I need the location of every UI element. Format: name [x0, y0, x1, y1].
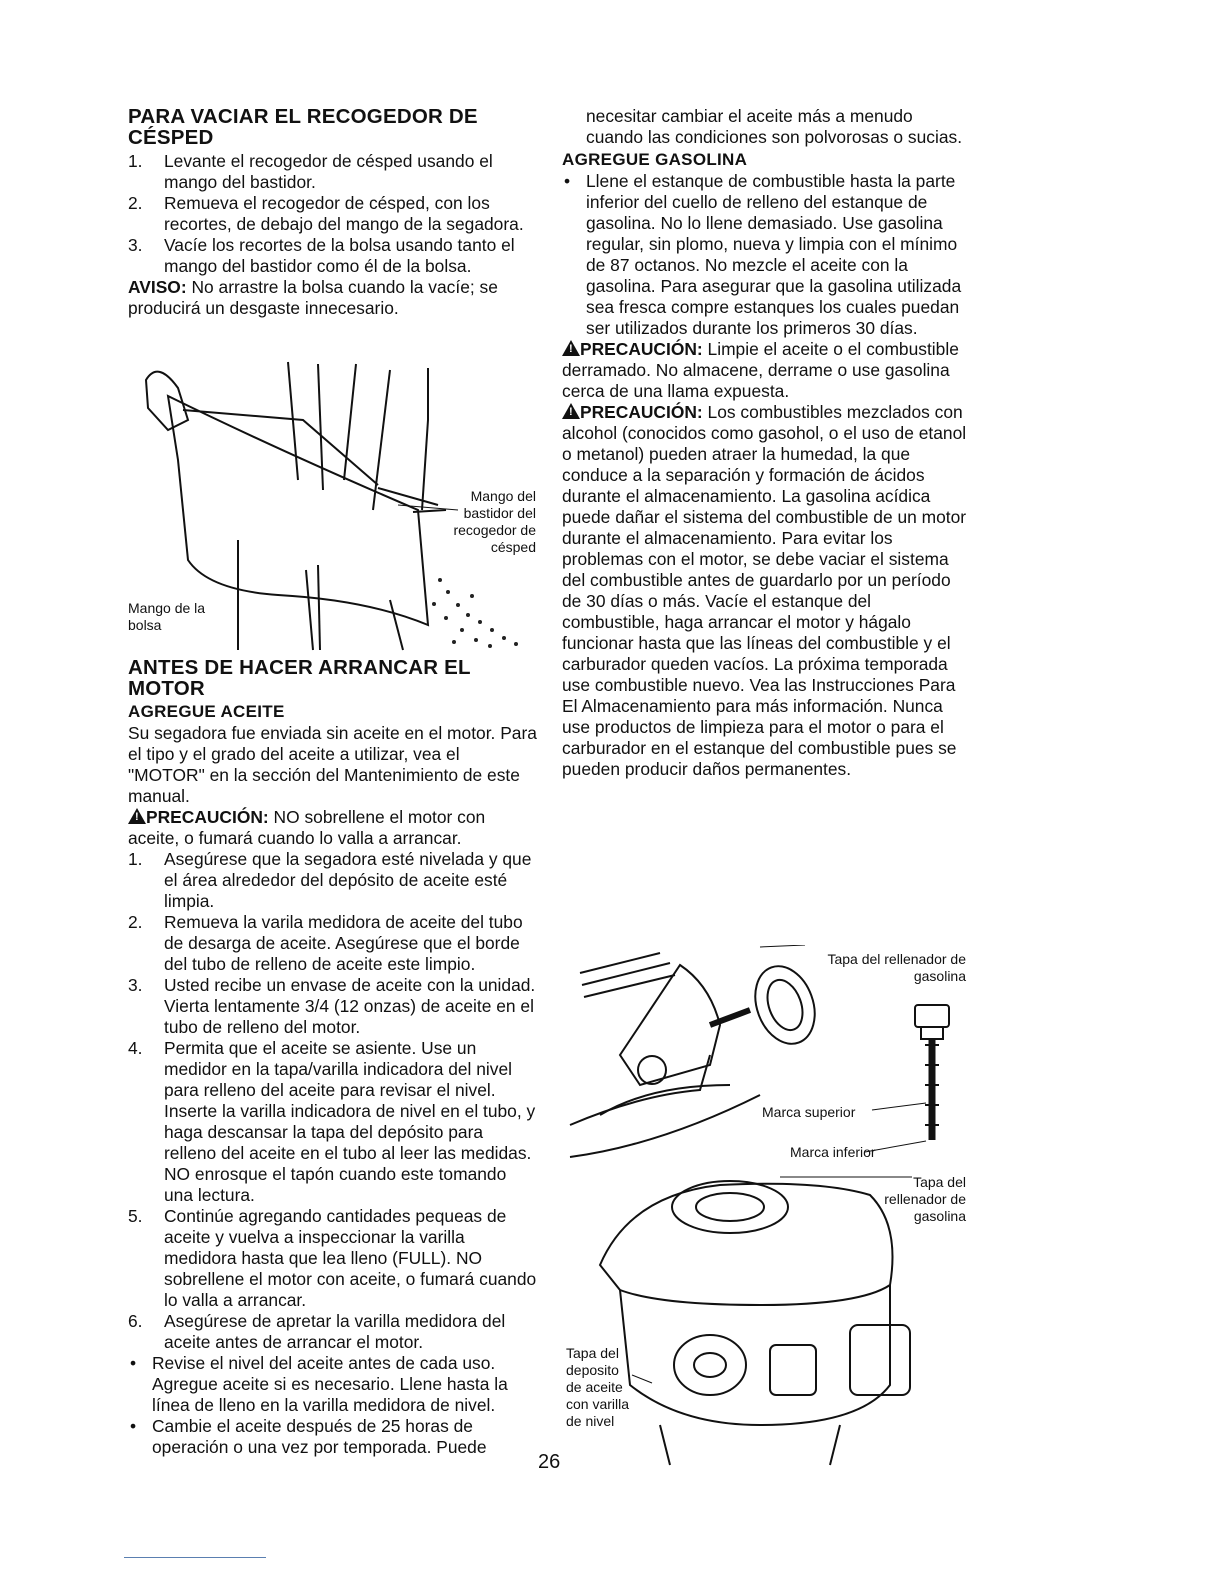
oil-continued: necesitar cambiar el aceite más a menudo cuando las condiciones son polvorosas o sucias. — [586, 106, 963, 147]
right-column — [562, 106, 967, 780]
list-item — [128, 912, 538, 975]
step-text: Asegúrese que la segadora esté nivelada y que el área alrededor del depósito de aceite esté limpia. — [164, 849, 532, 911]
step-text: Continúe agregando cantidades pequeas de aceite y vuelva a inspeccionar la varilla medidora hasta que lea lleno (FULL). NO sobrellene el motor con aceite, o fumará cuando lo valla a arrancar. — [164, 1206, 537, 1310]
left-column — [128, 106, 538, 319]
caution-label: PRECAUCIÓN: — [580, 339, 703, 359]
list-item — [128, 235, 538, 277]
caution-oil — [128, 807, 538, 849]
figure-label-oil-dipstick: Tapa del deposito de aceite con varilla de nivel — [566, 1345, 630, 1429]
bullet-icon: • — [130, 1353, 137, 1373]
figure-label-bag-handle: Mango de la bolsa — [128, 600, 206, 633]
list-item — [128, 151, 538, 193]
list-item — [128, 1311, 538, 1353]
step-number: 1. — [128, 849, 143, 869]
caution-text: Los combustibles mezclados con alcohol (conocidos como gasohol, o el uso de etanol o metanol) pueden atraer la humedad, la que conduce a la separación y formación de ácidos durante el almacenamiento. La gasolina acídica puede dañar el sistema del combustible de un motor durante el almacenamiento. Para evitar los problemas con el motor, se debe vaciar el sistema del combustible antes de guardarlo por un período de 30 días o más. Vacíe el estanque del combustible, haga arrancar el motor y hágalo funcionar hasta que las líneas del combustible y el carburador queden vacíos. La próxima temporada use combustible nuevo. Vea las Instrucciones Para El Almacenamiento para más información. Nunca use productos de limpieza para el motor o para el carburador en el estanque del combustible pues se pueden producir daños permanentes. — [562, 402, 967, 779]
list-item — [128, 1416, 538, 1458]
heading-empty-catcher: PARA VACIAR EL RECOGEDOR DE CÉSPED — [128, 105, 478, 149]
caution-text: NO sobrellene el motor con aceite, o fumará cuando lo valla a arrancar. — [128, 807, 486, 848]
figure-label-lower-mark: Marca inferior — [790, 1144, 876, 1160]
notice-text: No arrastre la bolsa cuando la vacíe; se producirá un desgaste innecesario. — [128, 277, 498, 318]
notice-paragraph — [128, 277, 538, 319]
step-number: 2. — [128, 193, 143, 213]
left-column-lower — [128, 657, 538, 1458]
warning-icon — [128, 808, 146, 824]
caution-text: Limpie el aceite o el combustible derramado. No almacene, derrame o use gasolina cerca de una llama expuesta. — [562, 339, 959, 401]
bullet-icon: • — [564, 171, 571, 191]
list-item — [128, 849, 538, 912]
step-number: 6. — [128, 1311, 143, 1331]
bullet-text: Cambie el aceite después de 25 horas de operación o una vez por temporada. Puede — [152, 1416, 487, 1457]
footer-rule — [124, 1557, 266, 1558]
page-number: 26 — [538, 1451, 561, 1473]
step-text: Usted recibe un envase de aceite con la unidad. Vierta lentamente 3/4 (12 onzas) de aceite en el tubo de relleno del motor. — [164, 975, 536, 1037]
subheading-add-gas: AGREGUE GASOLINA — [562, 150, 748, 169]
warning-icon — [562, 340, 580, 356]
step-text: Remueva el recogedor de césped, con los recortes, de debajo del mango de la segadora. — [164, 193, 524, 234]
figure-label-frame-handle: Mango del bastidor del recogedor de césped — [453, 488, 536, 555]
gas-bullets-list — [562, 171, 967, 339]
oil-bullets-list — [128, 1353, 538, 1458]
list-item — [128, 1038, 538, 1206]
step-number: 3. — [128, 235, 143, 255]
subheading-add-oil: AGREGUE ACEITE — [128, 702, 285, 721]
bullet-text: Revise el nivel del aceite antes de cada uso. Agregue aceite si es necesario. Llene hasta la línea de lleno en la varilla medidora de nivel. — [152, 1353, 508, 1415]
step-text: Vacíe los recortes de la bolsa usando tanto el mango del bastidor como él de la bolsa. — [164, 235, 515, 276]
caution-label: PRECAUCIÓN: — [580, 402, 703, 422]
empty-steps-list — [128, 151, 538, 277]
figure-label-gas-cap: Tapa del rellenador de gasolina — [884, 1174, 966, 1224]
step-text: Permita que el aceite se asiente. Use un medidor en la tapa/varilla indicadora del nivel para relleno del aceite para revisar el nivel. Inserte la varilla indicadora de nivel en el tubo, y haga descansar la tapa del depósito para relleno del aceite en el tubo al leer las medidas. NO enrosque el tapón cuando este tomando una lectura. — [164, 1038, 536, 1205]
step-number: 4. — [128, 1038, 143, 1058]
step-number: 3. — [128, 975, 143, 995]
list-item — [128, 975, 538, 1038]
step-text: Levante el recogedor de césped usando el mango del bastidor. — [164, 151, 493, 192]
step-text: Asegúrese de apretar la varilla medidora del aceite antes de arrancar el motor. — [164, 1311, 506, 1352]
step-number: 1. — [128, 151, 143, 171]
step-number: 2. — [128, 912, 143, 932]
oil-intro: Su segadora fue enviada sin aceite en el motor. Para el tipo y el grado del aceite a utilizar, vea el "MOTOR" en la sección del Mantenimiento de este manual. — [128, 723, 537, 806]
heading-before-start: ANTES DE HACER ARRANCAR EL MOTOR — [128, 656, 471, 700]
caution-label: PRECAUCIÓN: — [146, 807, 269, 827]
bullet-text: Llene el estanque de combustible hasta la parte inferior del cuello de relleno del estanque de gasolina. No lo llene demasiado. Use gasolina regular, sin plomo, nueva y limpia con el mínimo de 87 octanos. No mezcle el aceite con la gasolina. Para asegurar que la gasolina utilizada sea fresca compre estanques los cuales puedan ser utilizados durante los primeros 30 días. — [586, 171, 962, 338]
warning-icon — [562, 403, 580, 419]
figure-label-gas-cap-top: Tapa del rellenador de gasolina — [827, 951, 966, 984]
list-item — [128, 1206, 538, 1311]
figure-label-upper-mark: Marca superior — [762, 1104, 856, 1120]
caution-spill — [562, 339, 967, 402]
notice-label: AVISO: — [128, 277, 187, 297]
step-number: 5. — [128, 1206, 143, 1226]
caution-alcohol — [562, 402, 967, 780]
list-item — [562, 171, 967, 339]
list-item — [128, 193, 538, 235]
list-item — [128, 1353, 538, 1416]
oil-steps-list — [128, 849, 538, 1353]
bullet-icon: • — [130, 1416, 137, 1436]
step-text: Remueva la varila medidora de aceite del tubo de desarga de aceite. Asegúrese que el borde del tubo de relleno de aceite este limpio. — [164, 912, 523, 974]
